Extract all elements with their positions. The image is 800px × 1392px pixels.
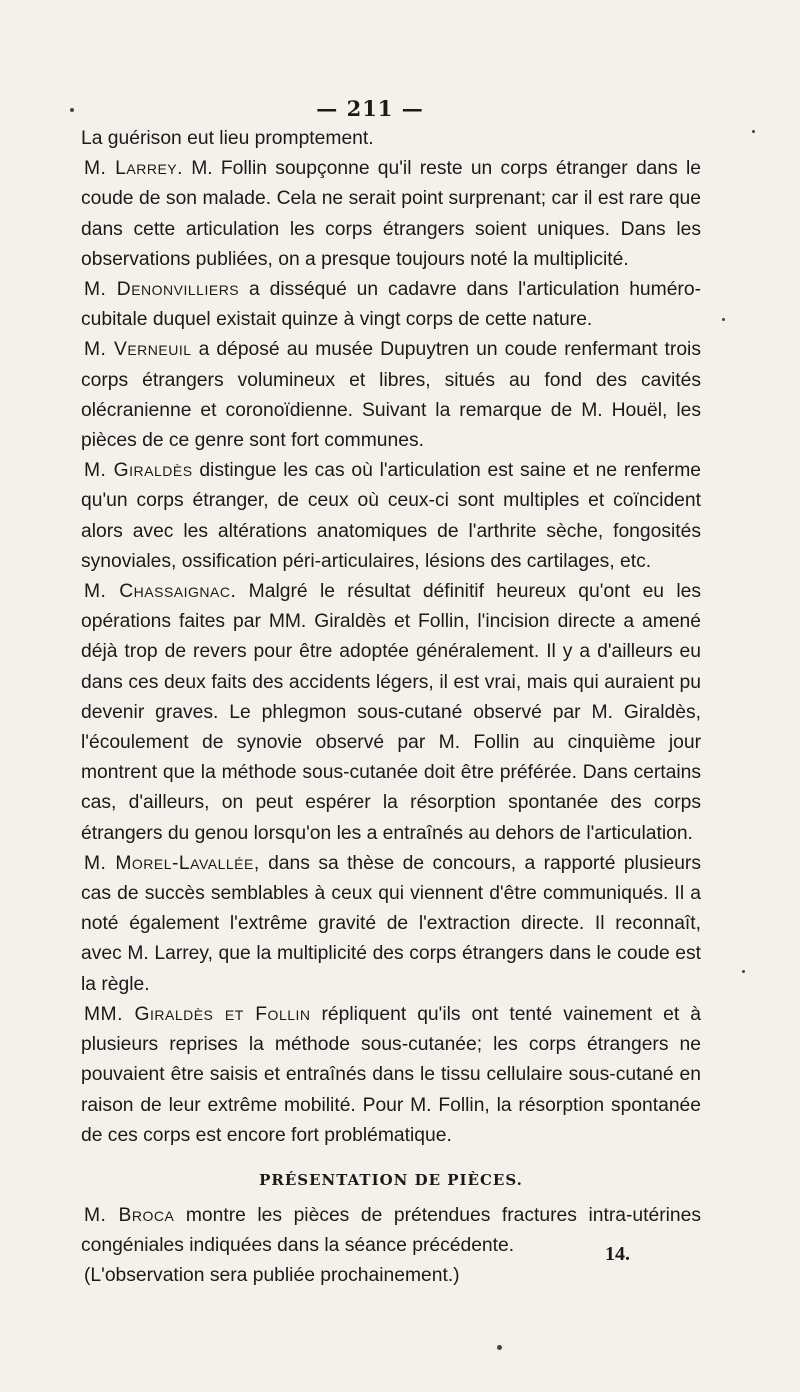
paragraph-text: dans sa thèse de concours, a rapporté plusieurs cas de succès semblables à ceux qui viennent d'être communiqués. Il a noté également l'extrême gravité de l'extraction directe. Il reconnaît, avec M. Larrey, que la multiplicité des corps étrangers dans le coude est la règle. — [81, 852, 701, 995]
paragraph — [81, 1000, 701, 1151]
speaker-name: M. Morel-Lavallée, — [84, 852, 260, 874]
paragraph-text: distingue les cas où l'articulation est saine et ne renferme qu'un corps étranger, de ceux où ceux-ci sont multiples et coïncident alors avec les altérations anatomiques de l'arthrite sèche, fongosités synoviales, ossification péri-articulaires, lésions des cartilages, etc. — [81, 460, 701, 572]
paragraph — [81, 154, 701, 275]
paragraph-text: M. Follin soupçonne qu'il reste un corps étranger dans le coude de son malade. Cela ne serait point surprenant; car il est rare que dans cette articulation les corps étrangers soient uniques. Dans les observations publiées, on a presque toujours noté la multiplicité. — [81, 158, 702, 270]
paragraph — [81, 335, 701, 456]
body-text — [81, 124, 701, 1292]
speaker-name: MM. Giraldès et Follin — [84, 1003, 311, 1025]
speaker-name: M. Broca — [84, 1204, 175, 1226]
paragraph-text: (L'observation sera publiée prochainement.) — [84, 1265, 460, 1287]
ink-speck — [70, 108, 74, 112]
paragraph-text: Malgré le résultat définitif heureux qu'ont eu les opérations faites par MM. Giraldès et Follin, l'incision directe a amené déjà trop de revers pour être adoptée généralement. Il y a d'ailleurs eu dans ces deux faits des accidents légers, il est vrai, mais qui auraient pu devenir graves. Le phlegmon sous-cutané observé par M. Giraldès, l'écoulement de synovie observé par M. Follin au cinquième jour montrent que la méthode sous-cutanée doit être préférée. Dans certains cas, d'ailleurs, on peut espérer la résorption spontanée des corps étrangers du genou lorsqu'on les a entraînés au dehors de l'articulation. — [81, 581, 701, 844]
ink-speck — [497, 1345, 502, 1350]
paragraph-text: a déposé au musée Dupuytren un coude renfermant trois corps étrangers volumineux et libres, situés au fond des cavités olécranienne et coronoïdienne. Suivant la remarque de M. Houël, les pièces de ce genre sont fort communes. — [81, 339, 701, 452]
paragraph — [81, 577, 701, 849]
speaker-name: M. Verneuil — [84, 339, 192, 361]
section-heading: PRÉSENTATION DE PIÈCES. — [259, 1170, 523, 1189]
paragraph-text: La guérison eut lieu promptement. — [81, 128, 374, 149]
speaker-name: M. Larrey. — [84, 158, 183, 180]
speaker-name: M. Chassaignac. — [84, 581, 237, 603]
page-number: — 211 — — [316, 96, 424, 121]
paragraph — [81, 124, 701, 154]
paragraph-text: répliquent qu'ils ont tenté vainement et à plusieurs reprises la méthode sous-cutanée; les corps étrangers ne pouvaient être saisis et entraînés dans le tissu cellulaire sous-cutané en raison de leur extrême mobilité. Pour M. Follin, la résorption spontanée de ces corps est encore fort problématique. — [81, 1003, 701, 1146]
paragraph — [81, 275, 701, 335]
paragraph — [81, 849, 701, 1000]
signature-mark: 14. — [605, 1243, 630, 1265]
ink-speck — [742, 970, 745, 973]
speaker-name: M. Denonvilliers — [84, 279, 240, 301]
paragraph-text: a disséqué un cadavre dans l'articulation huméro-cubitale duquel existait quinze à vingt corps de cette nature. — [81, 279, 701, 331]
paragraph — [81, 456, 701, 577]
ink-speck — [722, 318, 725, 321]
ink-speck — [752, 130, 755, 133]
speaker-name: M. Giraldès — [84, 460, 193, 482]
paragraph-text: montre les pièces de prétendues fractures intra-utérines congéniales indiquées dans la séance précédente. — [81, 1204, 701, 1257]
